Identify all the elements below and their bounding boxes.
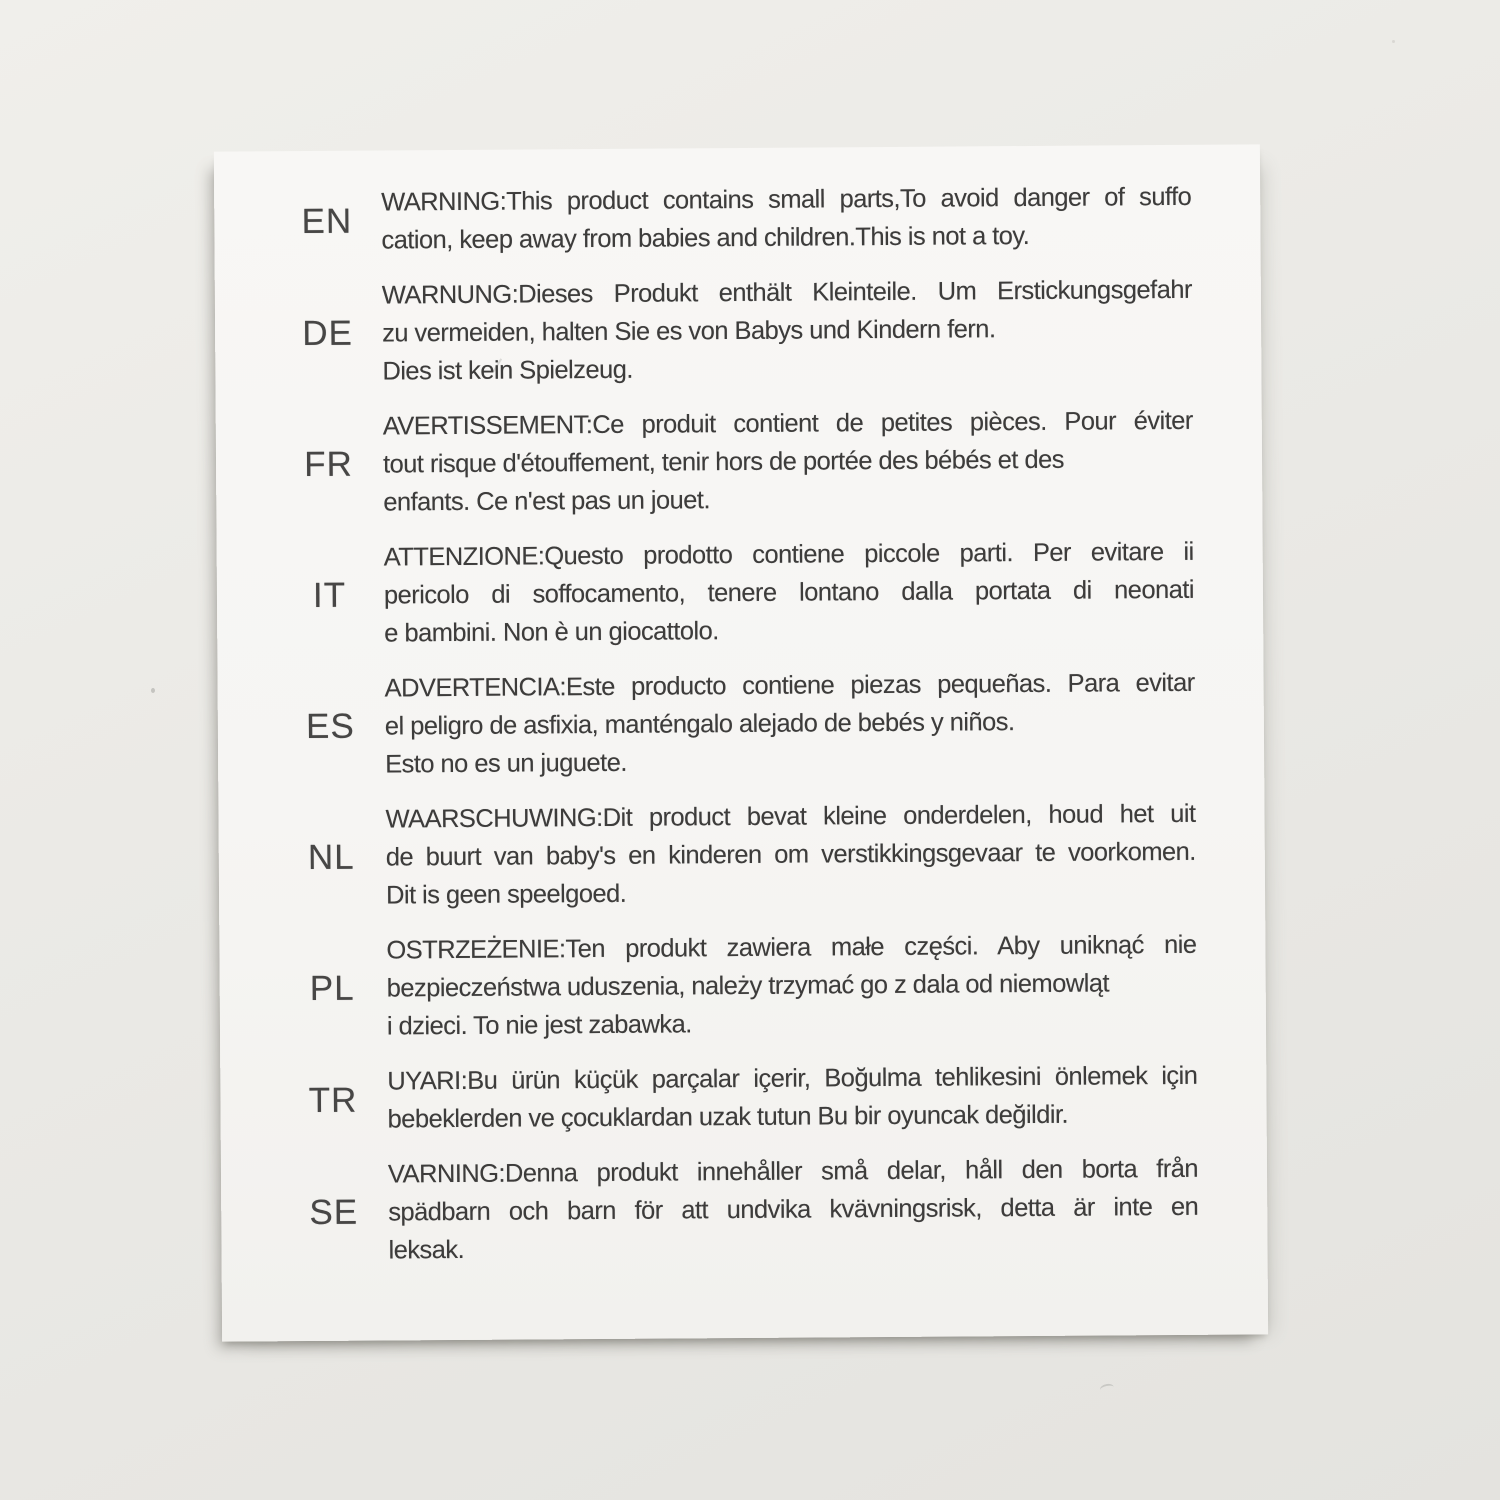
warning-text-block xyxy=(381,178,1192,260)
warning-line: de buurt van baby's en kinderen om verstikkingsgevaar te voorkomen. xyxy=(385,837,1196,872)
warning-line: bebeklerden ve çocuklardan uzak tutun Bu bir oyuncak değildir. xyxy=(387,1100,1069,1134)
language-code: SE xyxy=(309,1192,359,1233)
language-code: DE xyxy=(302,313,354,354)
language-code-cell xyxy=(220,968,387,1009)
warning-line: i dzieci. To nie jest zabawka. xyxy=(386,1010,692,1041)
language-row-nl xyxy=(218,794,1265,915)
language-row-es xyxy=(217,663,1264,784)
language-row-se xyxy=(221,1149,1268,1270)
dust-speck xyxy=(151,688,155,693)
warning-text-block xyxy=(382,271,1193,391)
language-code: FR xyxy=(304,444,354,485)
warning-line: ADVERTENCIA:Este producto contiene piezas pequeñas. Para evitar xyxy=(384,668,1195,703)
language-code: ES xyxy=(305,706,355,747)
language-code-cell xyxy=(217,575,384,616)
warning-line: AVERTISSEMENT:Ce produit contient de petites pièces. Pour éviter xyxy=(382,406,1193,441)
warning-line: ATTENZIONE:Questo prodotto contiene piccole parti. Per evitare ii xyxy=(383,537,1194,572)
warning-text-block xyxy=(384,664,1195,784)
warning-line: zu vermeiden, halten Sie es von Babys und Kindern fern. xyxy=(382,315,996,348)
warning-text-block xyxy=(385,795,1196,915)
warning-line: UYARI:Bu ürün küçük parçalar içerir, Boğulma tehlikesini önlemek için xyxy=(387,1061,1198,1096)
warning-line: pericolo di soffocamento, tenere lontano dalla portata di neonati xyxy=(383,575,1195,610)
warning-sections xyxy=(214,177,1268,1287)
warning-line: Dit is geen speelgoed. xyxy=(385,879,627,910)
warning-text-block xyxy=(386,926,1197,1046)
language-row-tr xyxy=(220,1056,1267,1139)
language-code: PL xyxy=(309,968,355,1009)
warning-line: el peligro de asfixia, manténgalo alejado de bebés y niños. xyxy=(384,708,1015,741)
language-code: IT xyxy=(312,575,347,615)
warning-line: VARNING:Denna produkt innehåller små delar, håll den borta från xyxy=(387,1154,1199,1189)
language-code-cell xyxy=(219,837,386,878)
warning-line: tout risque d'étouffement, tenir hors de portée des bébés et des xyxy=(382,445,1064,479)
language-row-pl xyxy=(219,925,1266,1046)
language-row-de xyxy=(215,270,1262,391)
warning-line: spädbarn och barn för att undvika kvävningsrisk, detta är inte en xyxy=(388,1192,1199,1227)
warning-line: OSTRZEŻENIE:Ten produkt zawiera małe części. Aby uniknąć nie xyxy=(386,930,1197,965)
warning-text-block xyxy=(384,533,1195,653)
language-code: TR xyxy=(308,1080,358,1121)
language-code: NL xyxy=(307,837,355,878)
warning-text-block xyxy=(383,402,1194,522)
warning-text-block xyxy=(388,1150,1199,1270)
language-code-cell xyxy=(220,1080,387,1121)
language-code: EN xyxy=(301,201,353,242)
warning-line: cation, keep away from babies and children.This is not a toy. xyxy=(381,221,1030,255)
language-code-cell xyxy=(216,444,383,485)
language-code-cell xyxy=(214,201,381,242)
background-fiber-mark xyxy=(1099,1383,1115,1395)
warning-line: bezpieczeństwa uduszenia, należy trzymać go z dala od niemowląt xyxy=(386,969,1110,1003)
language-row-it xyxy=(217,532,1264,653)
warning-label-paper xyxy=(214,144,1268,1341)
warning-line: enfants. Ce n'est pas un jouet. xyxy=(383,486,711,517)
warning-line: WAARSCHUWING:Dit product bevat kleine onderdelen, houd het uit xyxy=(385,799,1196,834)
warning-line: Dies ist kein Spielzeug. xyxy=(382,355,633,386)
language-code-cell xyxy=(215,313,382,354)
warning-line: WARNUNG:Dieses Produkt enthält Kleinteile. Um Erstickungsgefahr xyxy=(381,275,1192,310)
warning-line: WARNING:This product contains small parts,To avoid danger of suffo xyxy=(381,182,1192,217)
warning-text-block xyxy=(387,1057,1198,1139)
warning-line: Esto no es un juguete. xyxy=(385,748,627,779)
language-row-en xyxy=(214,177,1261,260)
language-code-cell xyxy=(218,706,385,747)
language-row-fr xyxy=(216,401,1263,522)
warning-line: e bambini. Non è un giocattolo. xyxy=(384,617,719,648)
language-code-cell xyxy=(221,1192,388,1233)
dust-speck xyxy=(1392,40,1395,43)
warning-line: leksak. xyxy=(388,1235,465,1265)
